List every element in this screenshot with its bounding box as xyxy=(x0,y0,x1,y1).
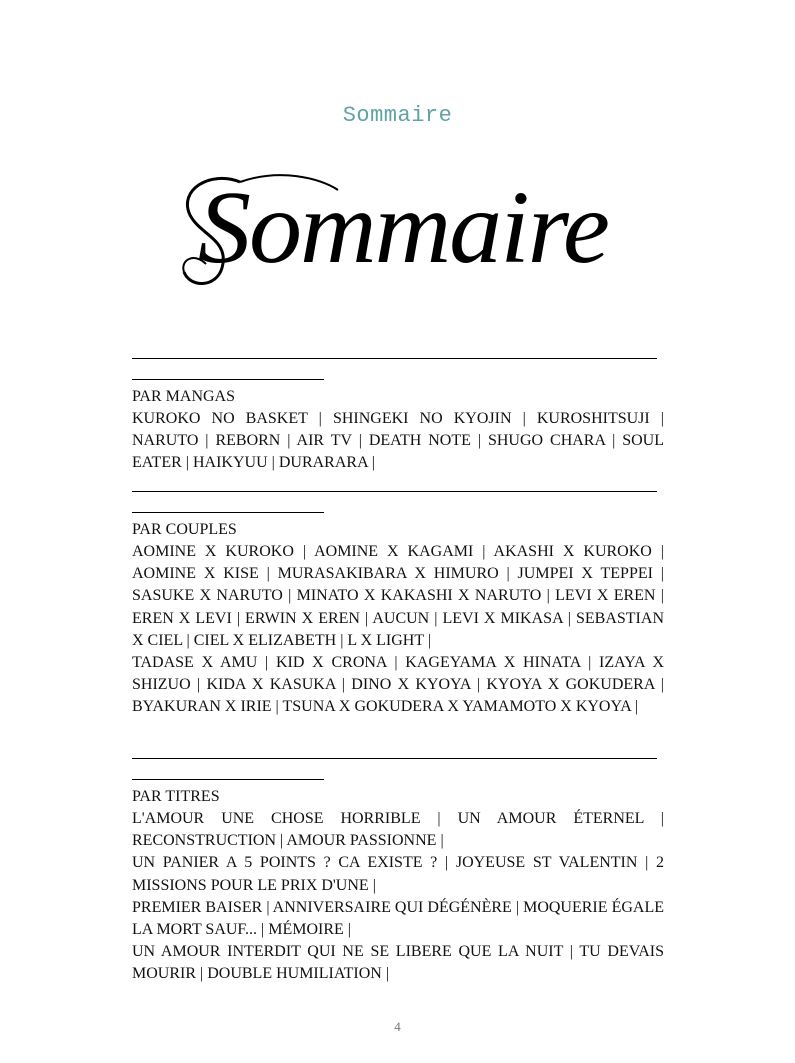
couples-list: TADASE X AMU | KID X CRONA | KAGEYAMA X HINATA | IZAYA X SHIZUO | KIDA X KASUKA | DINO X KYOYA | KYOYA X GOKUDERA | BYAKURAN X IRIE | TSUNA X GOKUDERA X YAMAMOTO X KYOYA | xyxy=(132,654,664,716)
manga-list: KUROKO NO BASKET | SHINGEKI NO KYOJIN | KUROSHITSUJI | NARUTO | REBORN | AIR TV | DEATH NOTE | SHUGO CHARA | SOUL EATER | HAIKYUU | DURARARA | xyxy=(132,410,664,472)
section-label: PAR COUPLES xyxy=(132,521,237,538)
section-label: PAR MANGAS xyxy=(132,388,235,405)
divider-short xyxy=(132,779,324,780)
section-titles xyxy=(132,758,664,986)
couples-list: AOMINE X KUROKO | AOMINE X KAGAMI | AKASHI X KUROKO | AOMINE X KISE | MURASAKIBARA X HIMURO | JUMPEI X TEPPEI | SASUKE X NARUTO | MINATO X KAKASHI X NARUTO | LEVI X EREN | EREN X LEVI | ERWIN X EREN | AUCUN | LEVI X MIKASA | SEBASTIAN X CIEL | CIEL X ELIZABETH | L X LIGHT | xyxy=(132,543,664,649)
script-title-image xyxy=(170,160,620,300)
divider-short xyxy=(132,379,324,380)
page-number: 4 xyxy=(394,1019,401,1034)
divider-long xyxy=(132,491,657,492)
section-label: PAR TITRES xyxy=(132,788,220,805)
titles-list: UN PANIER A 5 POINTS ? CA EXISTE ? | JOYEUSE ST VALENTIN | 2 MISSIONS POUR LE PRIX D'UNE | xyxy=(132,854,664,894)
titles-list: UN AMOUR INTERDIT QUI NE SE LIBERE QUE LA NUIT | TU DEVAIS MOURIR | DOUBLE HUMILIATION | xyxy=(132,943,664,983)
titles-list: PREMIER BAISER | ANNIVERSAIRE QUI DÉGÉNÈRE | MOQUERIE ÉGALE LA MORT SAUF... | MÉMOIRE | xyxy=(132,898,664,939)
script-title-text: Sommaire xyxy=(198,170,608,285)
titles-list: L'AMOUR UNE CHOSE HORRIBLE | UN AMOUR ÉTERNEL | RECONSTRUCTION | AMOUR PASSIONNE | xyxy=(132,810,664,850)
divider-short xyxy=(132,512,324,513)
divider-long xyxy=(132,358,657,359)
divider-long xyxy=(132,758,657,759)
section-couples xyxy=(132,491,664,719)
section-mangas xyxy=(132,358,664,475)
page-heading: Sommaire xyxy=(342,103,453,128)
